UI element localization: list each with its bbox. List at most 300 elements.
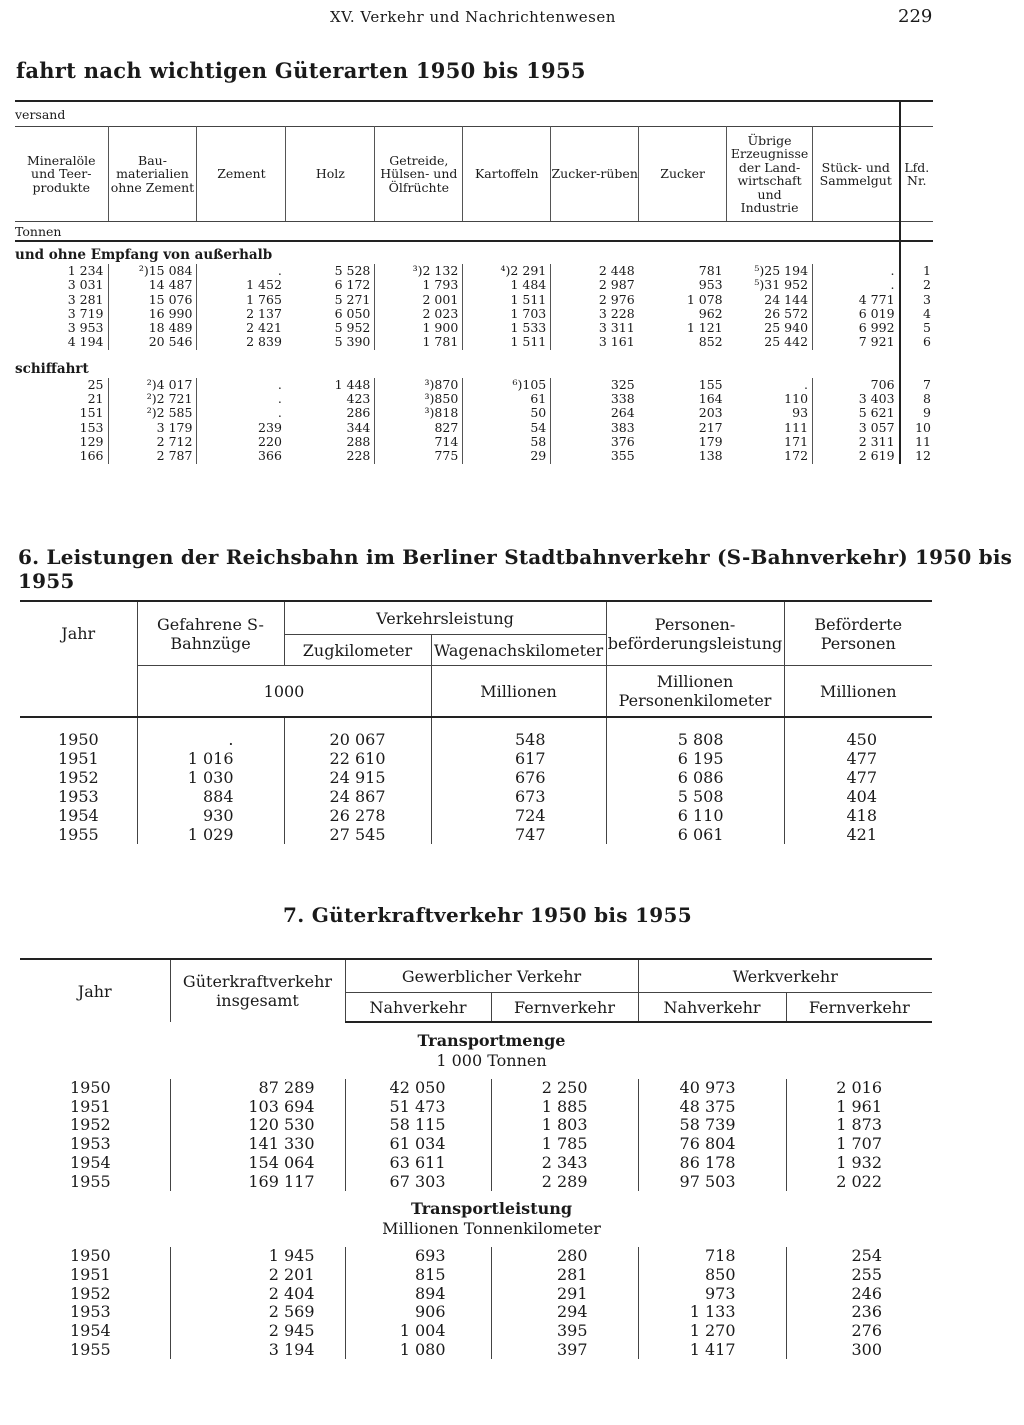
table6-col-wagenachskm: Wagenachskilometer <box>431 635 606 666</box>
table1-cell: 2 619 <box>858 448 895 464</box>
table7-cell: 1 932 <box>836 1152 883 1172</box>
table1-row <box>15 307 933 321</box>
table1-cell: 962 <box>698 305 723 321</box>
table7-cell: 2 201 <box>170 1266 345 1285</box>
table1-cell: 6 172 <box>286 278 375 292</box>
table7-cell: 300 <box>851 1339 883 1359</box>
table7-cell: 1 080 <box>345 1341 491 1360</box>
table7-section-unit-row <box>20 1219 932 1239</box>
table1-row <box>15 321 933 335</box>
table6-cell: 6 086 <box>606 768 784 787</box>
table6-year: 1950 <box>20 730 137 749</box>
table1-section-heading: und ohne Empfang von außerhalb <box>15 247 273 263</box>
table1-cell: ³)818 <box>375 406 463 420</box>
table7-col-fern1: Fernverkehr <box>491 993 638 1023</box>
table1-cell: 344 <box>286 421 375 435</box>
table1-cell: 3 719 <box>15 307 108 321</box>
table1-cell: 1 484 <box>463 278 551 292</box>
table1-cell: 138 <box>698 448 723 464</box>
table6-cell: 673 <box>431 787 606 806</box>
table1-cell: 2 976 <box>598 291 635 307</box>
table1-cell: 217 <box>698 419 723 435</box>
table1-cell: 6 992 <box>858 320 895 336</box>
table6-cell: 884 <box>137 787 284 806</box>
table7-cell: 1 270 <box>638 1322 786 1341</box>
table7-cell: 1 961 <box>836 1096 883 1116</box>
table6-cell: 617 <box>431 749 606 768</box>
table1-cell: 3 161 <box>598 334 635 350</box>
table1-cell: ³)850 <box>375 392 463 406</box>
table1-row <box>15 421 933 435</box>
table7-section-heading-row <box>20 1199 932 1219</box>
table6-unit-millionen: Millionen <box>431 666 606 718</box>
table7-cell: 76 804 <box>638 1135 786 1154</box>
table1-cell: 383 <box>610 419 635 435</box>
table7-gap <box>20 1071 932 1079</box>
table7-cell: 1 004 <box>345 1322 491 1341</box>
table6-cell: 418 <box>846 806 878 825</box>
table1-cell: 1 511 <box>463 293 551 307</box>
table1-cell: 24 144 <box>727 293 813 307</box>
table1-cell: 151 <box>15 406 108 420</box>
table1-section-row <box>15 356 933 378</box>
table1-cell: 164 <box>698 391 723 407</box>
table1-col-header: Lfd. Nr. <box>900 127 933 222</box>
table7-cell: 246 <box>851 1283 883 1303</box>
table7-cell: 236 <box>851 1302 883 1322</box>
table1-cell: 220 <box>258 433 282 449</box>
table1-cell: 1 781 <box>375 335 463 349</box>
table1-cell: 203 <box>698 405 723 421</box>
table7-year: 1951 <box>20 1266 170 1285</box>
table6-cell: 6 110 <box>606 806 784 825</box>
table1-cell: . <box>277 405 282 421</box>
table1-cell: 16 990 <box>108 307 197 321</box>
table1-cell: 2 <box>900 278 933 292</box>
table1-row <box>15 264 933 278</box>
table7-year: 1953 <box>20 1135 170 1154</box>
table1-section-heading: schiffahrt <box>15 360 89 377</box>
table1-cell: ³)870 <box>375 378 463 392</box>
table6-cell: 26 278 <box>284 806 431 825</box>
running-head: XV. Verkehr und Nachrichtenwesen <box>330 8 616 26</box>
table7-col-nah1: Nahverkehr <box>345 993 491 1023</box>
table7-year: 1952 <box>20 1285 170 1304</box>
table6-year: 1951 <box>20 749 137 768</box>
table7-cell: 67 303 <box>345 1173 491 1192</box>
table7-row <box>20 1341 932 1360</box>
table1-cell: 26 572 <box>727 307 813 321</box>
table1-cell: 6 019 <box>858 305 895 321</box>
table6-cell: 676 <box>431 768 606 787</box>
table1-cell: 61 <box>463 392 551 406</box>
table1-cell: 1 900 <box>375 321 463 335</box>
table7-year: 1952 <box>20 1116 170 1135</box>
table7-cell: 169 117 <box>170 1173 345 1192</box>
page-number: 229 <box>898 6 933 27</box>
table7-row <box>20 1266 932 1285</box>
table1-cell: 4 771 <box>858 291 895 307</box>
table1-col-header: Übrige Erzeugnisse der Land-wirtschaft und Industrie <box>727 127 813 222</box>
table7-cell: 291 <box>491 1285 638 1304</box>
table6-col-zugkm: Zugkilometer <box>284 635 431 666</box>
table1-cell: 3 <box>900 293 933 307</box>
table6-row <box>20 730 932 749</box>
table6-cell: 6 195 <box>606 749 784 768</box>
table7-cell: 276 <box>851 1321 883 1341</box>
table7-col-werk: Werkverkehr <box>638 959 932 993</box>
table7-cell: 86 178 <box>638 1154 786 1173</box>
table6-cell: 477 <box>846 749 878 768</box>
table1-cell: 6 050 <box>286 307 375 321</box>
table1-cell: 827 <box>375 421 463 435</box>
table1-cell: 4 <box>900 307 933 321</box>
table6-cell: 1 016 <box>137 749 284 768</box>
table7-row <box>20 1079 932 1098</box>
table1-cell: 2 023 <box>375 307 463 321</box>
table1-cell: 153 <box>15 421 108 435</box>
table7-cell: 120 530 <box>170 1116 345 1135</box>
table1-col-header: Bau-materialien ohne Zement <box>108 127 197 222</box>
table1-cell: ²)15 084 <box>108 264 197 278</box>
table6-year: 1955 <box>20 825 137 844</box>
table6-row <box>20 749 932 768</box>
table7-year: 1951 <box>20 1098 170 1117</box>
table7-cell: 3 194 <box>170 1341 345 1360</box>
table1-cell: 286 <box>286 406 375 420</box>
table1-row <box>15 293 933 307</box>
table6-sbahn-performance <box>20 600 932 844</box>
table1-cell: . <box>890 263 895 278</box>
table1-unit-label: Tonnen <box>15 222 900 242</box>
table1-cell: 179 <box>698 433 723 449</box>
table6-cell: 22 610 <box>284 749 431 768</box>
table6-cell: 421 <box>846 825 878 844</box>
table7-cell: 281 <box>491 1266 638 1285</box>
table1-header-row <box>15 127 933 222</box>
table1-cell: 5 271 <box>286 293 375 307</box>
table7-cell: 255 <box>851 1264 883 1284</box>
table1-cell: . <box>890 277 895 293</box>
table1-col-header: Holz <box>286 127 375 222</box>
table7-year: 1950 <box>20 1247 170 1266</box>
table1-cell: 3 311 <box>598 320 635 336</box>
table1-col-header: Getreide, Hülsen- und Ölfrüchte <box>375 127 463 222</box>
table1-cell: 228 <box>286 449 375 463</box>
table1-col-header: Kartoffeln <box>463 127 551 222</box>
table1-row <box>15 435 933 449</box>
table1-cell: 852 <box>698 334 723 350</box>
table1-cell: ⁴)2 291 <box>463 264 551 278</box>
table1-cell: 1 765 <box>246 291 282 307</box>
table1-cell: 2 311 <box>858 433 895 449</box>
table1-cell: ²)2 721 <box>108 392 197 406</box>
table1-cell: 1 448 <box>286 378 375 392</box>
table7-cell: 2 404 <box>170 1285 345 1304</box>
table7-cell: 87 289 <box>170 1079 345 1098</box>
table1-col-header: Mineralöle und Teer-produkte <box>15 127 108 222</box>
table1-cell: 54 <box>463 421 551 435</box>
table1-cell: 7 <box>900 378 933 392</box>
table7-row <box>20 1116 932 1135</box>
table1-cell: 25 <box>15 378 108 392</box>
table6-cell: 747 <box>431 825 606 844</box>
table7-cell: 42 050 <box>345 1079 491 1098</box>
table1-row <box>15 378 933 392</box>
table7-row <box>20 1154 932 1173</box>
table1-cell: ²)2 585 <box>108 406 197 420</box>
table7-cell: 280 <box>491 1247 638 1266</box>
table7-cell: 2 289 <box>491 1173 638 1192</box>
table1-cell: 18 489 <box>108 321 197 335</box>
table1-cell: 1 121 <box>686 320 723 336</box>
table7-cell: 48 375 <box>638 1098 786 1117</box>
table1-cell: 3 057 <box>858 419 895 435</box>
table1-row <box>15 335 933 349</box>
table1-cell: ⁵)25 194 <box>727 264 813 278</box>
table1-cell: 155 <box>698 376 723 392</box>
table1-cell: 25 442 <box>727 335 813 349</box>
table1-cell: 14 487 <box>108 278 197 292</box>
table1-cell: 1 511 <box>463 335 551 349</box>
table7-col-insgesamt: Güterkraftverkehr insgesamt <box>170 959 345 1022</box>
table7-cell: 61 034 <box>345 1135 491 1154</box>
table7-cell: 103 694 <box>170 1098 345 1117</box>
table6-col-jahr: Jahr <box>20 601 137 666</box>
table6-year: 1953 <box>20 787 137 806</box>
table1-row <box>15 406 933 420</box>
table7-row <box>20 1247 932 1266</box>
table7-cell: 2 569 <box>170 1303 345 1322</box>
table1-cell: 93 <box>727 406 813 420</box>
table6-unit-thousand: 1000 <box>137 666 431 718</box>
table1-cell: 5 528 <box>286 264 375 278</box>
table7-cell: 693 <box>345 1247 491 1266</box>
table6-unit-millionen2: Millionen <box>784 666 932 718</box>
table1-cell: 2 839 <box>246 334 282 350</box>
table7-row <box>20 1303 932 1322</box>
table1-cell: . <box>277 391 282 407</box>
table6-col-zuege: Gefahrene S-Bahnzüge <box>137 601 284 666</box>
table1-col-header: Zement <box>197 127 286 222</box>
table1-cell: 1 452 <box>246 277 282 293</box>
table1-section-row <box>15 241 933 264</box>
table7-gap <box>20 1022 932 1031</box>
table7-year: 1955 <box>20 1173 170 1192</box>
table1-cell: 6 <box>900 335 933 349</box>
table1-row <box>15 449 933 463</box>
table1-cell: 355 <box>610 448 635 464</box>
table1-col-header: Zucker <box>639 127 727 222</box>
table1-cell: 172 <box>727 449 813 463</box>
table6-cell: 27 545 <box>284 825 431 844</box>
table1-cell: 264 <box>610 405 635 421</box>
table6-cell: 1 029 <box>137 825 284 844</box>
table1-cell: 1 793 <box>375 278 463 292</box>
table1-cell: 366 <box>258 448 282 464</box>
table1-cell: 1 703 <box>463 307 551 321</box>
table6-cell: 5 808 <box>606 730 784 749</box>
table7-cell: 63 611 <box>345 1154 491 1173</box>
table7-row <box>20 1285 932 1304</box>
table6-row <box>20 768 932 787</box>
table6-row <box>20 825 932 844</box>
table1-cell: 29 <box>463 449 551 463</box>
table7-cell: 906 <box>345 1303 491 1322</box>
table1-cell: 1 234 <box>15 264 108 278</box>
table1-cell: . <box>727 378 813 392</box>
table1-cell: 2 987 <box>598 277 635 293</box>
table7-section-heading: Transportmenge <box>417 1031 566 1050</box>
table1-cell: 12 <box>900 449 933 463</box>
table1-cell: 15 076 <box>108 293 197 307</box>
table1-cell: 7 921 <box>858 334 895 350</box>
table6-cell: . <box>137 730 284 749</box>
table7-col-jahr: Jahr <box>20 959 170 1022</box>
table7-cell: 58 739 <box>638 1116 786 1135</box>
table6-title: 6. Leistungen der Reichsbahn im Berliner Stadtbahnverkehr (S-Bahnverkehr) 1950 bis 1955 <box>18 545 1013 593</box>
table1-cell: 50 <box>463 406 551 420</box>
table1-cell: 171 <box>727 435 813 449</box>
table7-cell: 1 803 <box>491 1116 638 1135</box>
table1-cell: 2 421 <box>246 320 282 336</box>
table1-cell: ⁶)105 <box>463 378 551 392</box>
table6-cell: 24 915 <box>284 768 431 787</box>
table6-cell: 548 <box>431 730 606 749</box>
table1-cell: 5 952 <box>286 321 375 335</box>
table7-truck-transport <box>20 958 932 1359</box>
table7-col-gewerblich: Gewerblicher Verkehr <box>345 959 638 993</box>
table6-col-verkehrsleistung: Verkehrsleistung <box>284 601 606 635</box>
table1-cell: 10 <box>900 421 933 435</box>
table1-cell: . <box>277 376 282 392</box>
table1-cell: 423 <box>286 392 375 406</box>
table7-cell: 1 707 <box>836 1134 883 1154</box>
table7-cell: 141 330 <box>170 1135 345 1154</box>
table1-cell: 376 <box>610 433 635 449</box>
table6-row <box>20 806 932 825</box>
table6-cell: 404 <box>846 787 878 806</box>
table6-cell: 930 <box>137 806 284 825</box>
table1-cell: 714 <box>375 435 463 449</box>
table7-cell: 154 064 <box>170 1154 345 1173</box>
table7-gap <box>20 1239 932 1247</box>
table1-cell: 21 <box>15 392 108 406</box>
table6-year: 1954 <box>20 806 137 825</box>
table7-section-unit: 1 000 Tonnen <box>436 1051 547 1070</box>
table6-cell: 477 <box>846 768 878 787</box>
table7-row <box>20 1322 932 1341</box>
table7-section-heading-row <box>20 1031 932 1051</box>
table7-year: 1955 <box>20 1341 170 1360</box>
table7-cell: 51 473 <box>345 1098 491 1117</box>
table6-col-personenbef: Personen-beförderungsleistung <box>606 601 784 666</box>
table1-cell: ³)2 132 <box>375 264 463 278</box>
table7-cell: 2 945 <box>170 1322 345 1341</box>
table1-row <box>15 392 933 406</box>
table1-cell: 5 390 <box>286 335 375 349</box>
table7-cell: 254 <box>851 1246 883 1266</box>
table7-section-unit-row <box>20 1051 932 1071</box>
table1-cell: 775 <box>375 449 463 463</box>
table1-cell: 3 228 <box>598 305 635 321</box>
table1-cell: 2 448 <box>598 263 635 278</box>
table1-cell: ⁵)31 952 <box>727 278 813 292</box>
table1-cell: 2 712 <box>108 435 197 449</box>
table7-cell: 815 <box>345 1266 491 1285</box>
table1-cell: 2 001 <box>375 293 463 307</box>
table1-cell: 1 533 <box>463 321 551 335</box>
table1-cell: 3 031 <box>15 278 108 292</box>
table7-cell: 973 <box>638 1285 786 1304</box>
table1-cell: 3 179 <box>108 421 197 435</box>
table6-cell: 24 867 <box>284 787 431 806</box>
table7-year: 1954 <box>20 1322 170 1341</box>
table1-cell: 239 <box>258 419 282 435</box>
table7-cell: 1 785 <box>491 1135 638 1154</box>
table1-cell: 781 <box>698 263 723 278</box>
table7-cell: 395 <box>491 1322 638 1341</box>
table6-cell: 6 061 <box>606 825 784 844</box>
table7-cell: 294 <box>491 1303 638 1322</box>
table7-cell: 97 503 <box>638 1173 786 1192</box>
table7-cell: 1 945 <box>170 1247 345 1266</box>
table6-row <box>20 787 932 806</box>
table1-cell: 325 <box>610 376 635 392</box>
table1-cell: 166 <box>15 449 108 463</box>
table7-cell: 2 343 <box>491 1154 638 1173</box>
table1-cell: 110 <box>727 392 813 406</box>
table6-cell: 450 <box>846 730 878 749</box>
table1-title: fahrt nach wichtigen Güterarten 1950 bis 1955 <box>16 58 586 83</box>
table6-unit-personenkm: Millionen Personenkilometer <box>606 666 784 718</box>
table1-cell: 20 546 <box>108 335 197 349</box>
table7-section-heading: Transportleistung <box>410 1199 573 1219</box>
table7-row <box>20 1173 932 1192</box>
table1-lfd-spacer <box>900 356 933 378</box>
table1-cell: 706 <box>870 376 895 392</box>
table7-section-unit: Millionen Tonnenkilometer <box>382 1219 601 1239</box>
table6-year: 1952 <box>20 768 137 787</box>
table7-cell: 1 885 <box>491 1098 638 1117</box>
table1-cell: 25 940 <box>727 321 813 335</box>
table7-cell: 2 250 <box>491 1079 638 1098</box>
table1-cell: 3 953 <box>15 321 108 335</box>
table1-cell: 3 281 <box>15 293 108 307</box>
table7-cell: 850 <box>638 1266 786 1285</box>
table7-col-nah2: Nahverkehr <box>638 993 786 1023</box>
table1-cell: 9 <box>900 406 933 420</box>
table6-cell: 5 508 <box>606 787 784 806</box>
table1-cell: 5 <box>900 321 933 335</box>
table1-cell: ²)4 017 <box>108 378 197 392</box>
table7-year: 1950 <box>20 1079 170 1098</box>
table7-col-fern2: Fernverkehr <box>786 993 932 1023</box>
table1-cell: 8 <box>900 392 933 406</box>
table7-cell: 1 133 <box>638 1303 786 1322</box>
table1-cell: 111 <box>727 421 813 435</box>
table6-col-befoerderte: Beförderte Personen <box>784 601 932 666</box>
table7-row <box>20 1098 932 1117</box>
table7-cell: 1 873 <box>836 1115 883 1135</box>
table1-cell: 5 621 <box>858 405 895 421</box>
table7-cell: 2 016 <box>836 1078 883 1097</box>
table7-cell: 1 417 <box>638 1341 786 1360</box>
table1-cell: 953 <box>698 277 723 293</box>
table7-cell: 894 <box>345 1285 491 1304</box>
table1-cell: 11 <box>900 435 933 449</box>
table7-year: 1954 <box>20 1154 170 1173</box>
